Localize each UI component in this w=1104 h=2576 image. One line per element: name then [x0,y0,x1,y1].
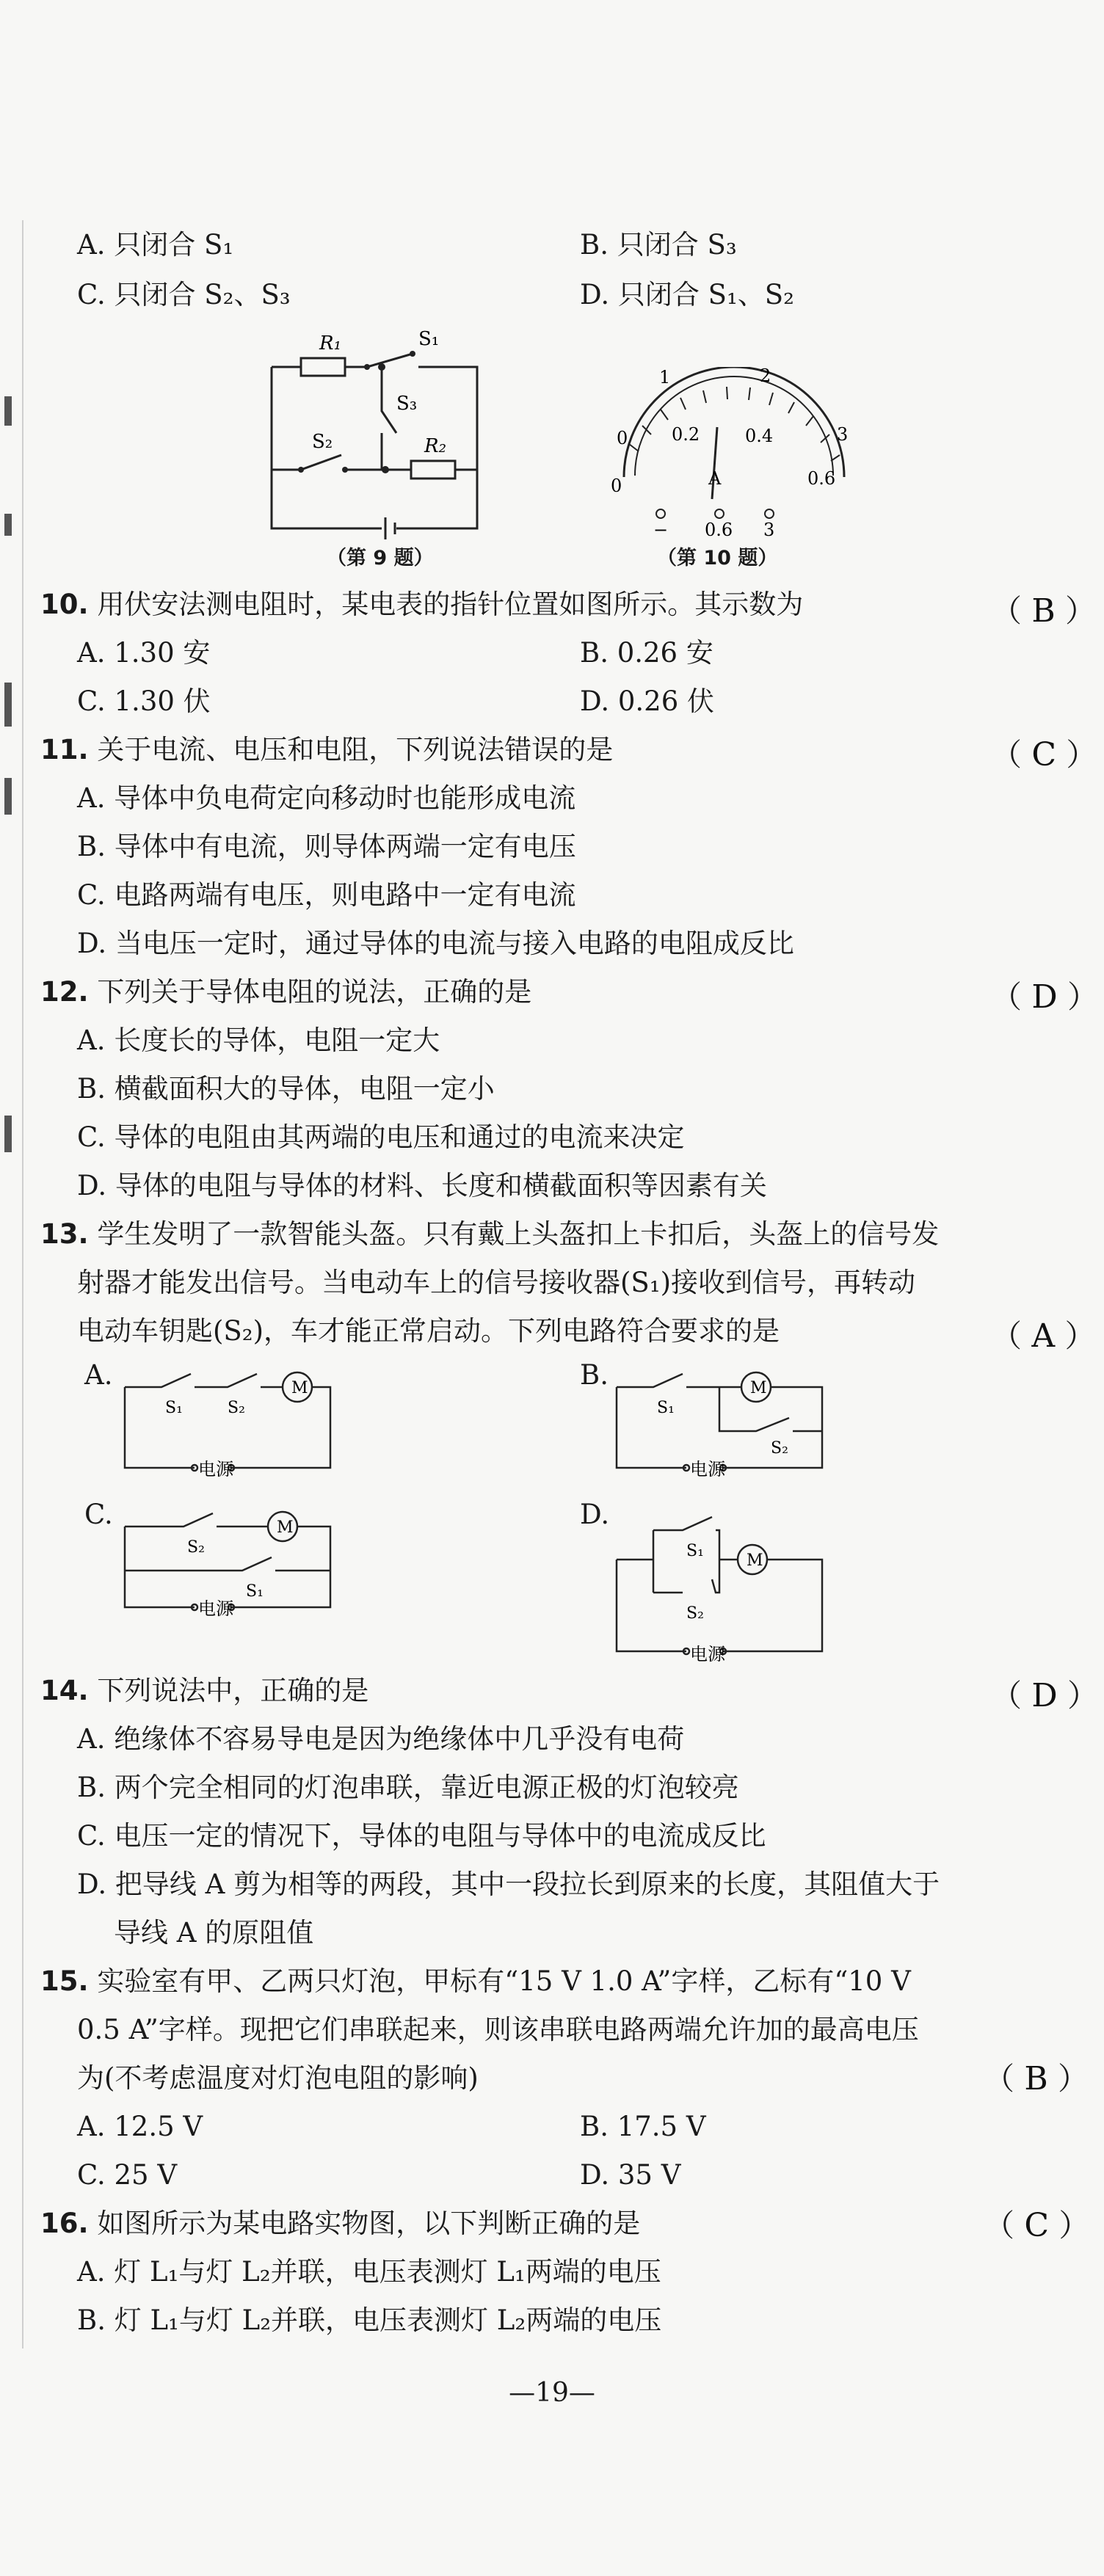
q13-circuit-a [117,1358,352,1490]
margin-line [22,220,23,2348]
q13-circuit-c-label: C. [84,1499,113,1530]
fig10-meter [573,367,866,543]
fig10-upper-tick: 2 [760,367,771,386]
svg-text:M: M [747,1551,763,1570]
q13-circuit-d [609,1497,844,1666]
q14-option-a: A. 绝缘体不容易导电是因为绝缘体中几乎没有电荷 [77,1723,685,1755]
q16-option-b: B. 灯 L₁与灯 L₂并联，电压表测灯 L₂两端的电压 [77,2304,662,2336]
q15-stem-line1: 15. 实验室有甲、乙两只灯泡，甲标有“15 V 1.0 A”字样，乙标有“10 V [40,1965,911,1997]
q15-option-d: D. 35 V [580,2159,681,2191]
fig10-terminal: − [653,520,669,540]
q15-stem-line2: 0.5 A”字样。现把它们串联起来，则该串联电路两端允许加的最高电压 [77,2014,919,2045]
fig9-resistor-r2 [411,461,455,479]
svg-text:S₂: S₂ [228,1399,245,1417]
q14-option-b: B. 两个完全相同的灯泡串联，靠近电源正极的灯泡较亮 [77,1772,739,1803]
fig10-ticks [629,387,840,461]
fig9-wire [272,367,477,528]
page-number: —19— [509,2378,595,2408]
q15-stem-line3: 为(不考虑温度对灯泡电阻的影响) [77,2062,479,2094]
fig10-lower-tick: 0.6 [807,468,836,489]
fig9-caption: （第 9 题） [327,547,434,570]
q11-option-a: A. 导体中负电荷定向移动时也能形成电流 [77,782,576,814]
fig9-switch-s3 [382,367,396,470]
fig10-upper-tick: 1 [659,367,671,388]
svg-text:S₁: S₁ [686,1542,704,1560]
q14-stem: 14. 下列说法中，正确的是 [40,1675,369,1706]
q13-circuit-d-label: D. [580,1499,610,1530]
q15-answer: （ B ） [984,2060,1089,2097]
q13-stem-line2: 射器才能发出信号。当电动车上的信号接收器(S₁)接收到信号，再转动 [77,1267,916,1298]
q12-option-a: A. 长度长的导体，电阻一定大 [77,1025,440,1056]
q16-stem: 16. 如图所示为某电路实物图，以下判断正确的是 [40,2208,641,2239]
fig9-label-s3: S₃ [396,393,418,415]
q10-option-c: C. 1.30 伏 [77,685,211,717]
svg-text:M: M [291,1379,308,1397]
svg-text:S₂: S₂ [771,1439,788,1458]
svg-text:S₁: S₁ [657,1399,675,1417]
q13-circuit-a-label: A. [84,1359,113,1391]
q12-stem: 12. 下列关于导体电阻的说法，正确的是 [40,976,532,1008]
q10-stem: 10. 用伏安法测电阻时，某电表的指针位置如图所示。其示数为 [40,589,804,620]
q10-option-d: D. 0.26 伏 [580,685,715,717]
q10-option-a: A. 1.30 安 [77,637,211,669]
fig10-terminal: 3 [763,520,775,540]
svg-text:M: M [277,1518,294,1537]
svg-text:S₂: S₂ [686,1604,704,1623]
q15-option-b: B. 17.5 V [580,2111,706,2142]
q12-option-d: D. 导体的电阻与导体的材料、长度和横截面积等因素有关 [77,1170,767,1201]
q9-option-a: A. 只闭合 S₁ [77,229,234,261]
q13-stem-line1: 13. 学生发明了一款智能头盔。只有戴上头盔扣上卡扣后，头盔上的信号发 [40,1218,940,1250]
q12-option-b: B. 横截面积大的导体，电阻一定小 [77,1073,495,1105]
svg-text:S₁: S₁ [246,1582,264,1601]
q14-option-c: C. 电压一定的情况下，导体的电阻与导体中的电流成反比 [77,1820,766,1852]
edge-mark [4,778,12,815]
fig10-lower-tick: 0 [611,476,622,496]
q14-option-d-cont: 导线 A 的原阻值 [114,1917,314,1949]
q10-option-b: B. 0.26 安 [580,637,713,669]
q11-option-d: D. 当电压一定时，通过导体的电流与接入电路的电阻成反比 [77,928,794,959]
fig9-label-r2: R₂ [424,435,446,457]
q15-option-c: C. 25 V [77,2159,178,2191]
q9-option-b: B. 只闭合 S₃ [580,229,737,261]
edge-mark [4,683,12,727]
fig10-caption: （第 10 题） [657,547,778,570]
svg-text:S₂: S₂ [187,1538,205,1557]
fig9-label-s2: S₂ [312,431,333,453]
q16-option-a: A. 灯 L₁与灯 L₂并联，电压表测灯 L₁两端的电压 [77,2256,661,2288]
q9-option-c: C. 只闭合 S₂、S₃ [77,279,291,310]
svg-text:S₁: S₁ [165,1399,183,1417]
q14-answer: （ D ） [991,1677,1098,1714]
q13-circuit-c [117,1497,352,1629]
q13-circuit-b-label: B. [580,1359,609,1391]
edge-mark [4,396,12,426]
q14-option-d: D. 把导线 A 剪为相等的两段，其中一段拉长到原来的长度，其阻值大于 [77,1869,940,1900]
fig10-upper-tick: 0 [617,428,628,448]
q13-circuit-b [609,1358,844,1490]
fig10-upper-tick: 3 [837,424,849,445]
fig9-label-r1: R₁ [319,332,341,354]
fig10-unit: A [708,468,722,489]
svg-text:电源: 电源 [198,1598,233,1619]
q11-answer: （ C ） [991,736,1097,774]
q13-stem-line3: 电动车钥匙(S₂)，车才能正常启动。下列电路符合要求的是 [77,1315,780,1347]
q13-answer: （ A ） [991,1317,1096,1355]
q11-stem: 11. 关于电流、电压和电阻，下列说法错误的是 [40,734,614,765]
fig10-lower-tick: 0.2 [672,424,700,445]
fig10-lower-tick: 0.4 [745,426,774,446]
fig10-terminal: 0.6 [705,520,733,540]
fig9-label-s1: S₁ [418,328,440,350]
fig9-circuit [250,323,506,565]
svg-text:电源: 电源 [690,1644,725,1664]
svg-text:M: M [750,1379,767,1397]
edge-mark [4,514,12,536]
q12-option-c: C. 导体的电阻由其两端的电压和通过的电流来决定 [77,1121,685,1153]
edge-mark [4,1116,12,1152]
q10-answer: （ B ） [991,592,1097,630]
q12-answer: （ D ） [991,978,1098,1016]
svg-text:电源: 电源 [690,1459,725,1480]
fig9-switch-s1 [367,354,413,367]
q15-option-a: A. 12.5 V [77,2111,203,2142]
svg-text:电源: 电源 [198,1459,233,1480]
q10-number: 10. [40,589,89,620]
q11-option-c: C. 电路两端有电压，则电路中一定有电流 [77,879,576,911]
q11-option-b: B. 导体中有电流，则导体两端一定有电压 [77,831,576,862]
q16-answer: （ C ） [984,2207,1090,2244]
q9-option-d: D. 只闭合 S₁、S₂ [580,279,794,310]
fig9-resistor-r1 [301,358,345,376]
